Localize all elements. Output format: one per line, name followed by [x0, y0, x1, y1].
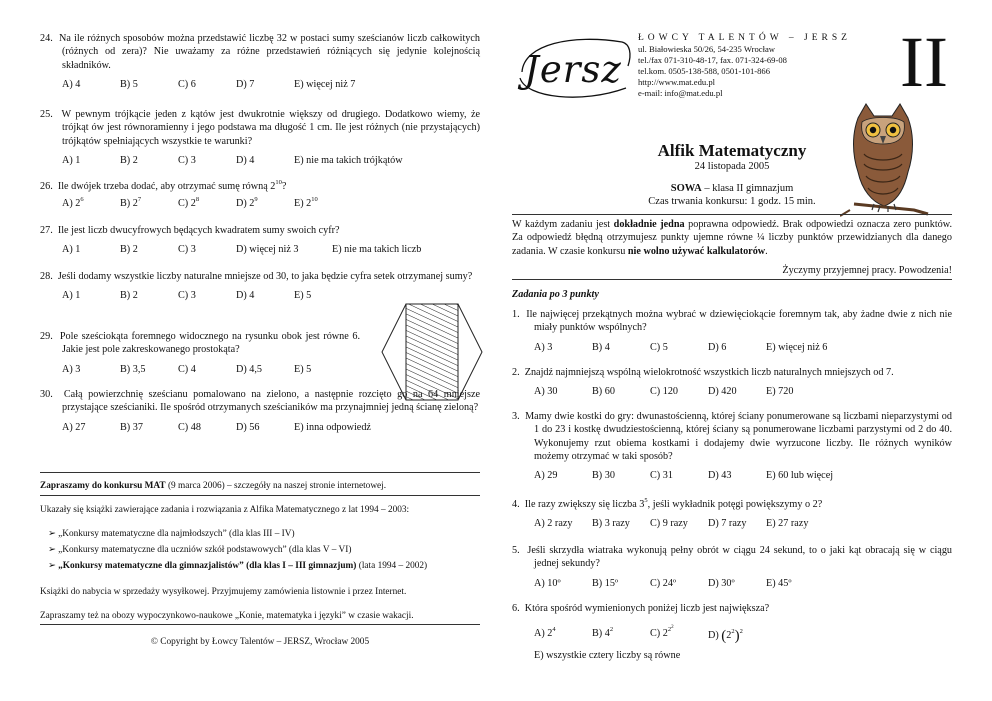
question-29: [40, 330, 360, 376]
option-a: A) 10º: [534, 577, 561, 589]
option-a: A) 4: [62, 78, 81, 90]
option-c: C) 5: [650, 341, 668, 353]
option-b: B) 4: [592, 341, 610, 353]
rules-top-rule: [512, 214, 952, 215]
contest-duration: Czas trwania konkursu: 1 godz. 15 min.: [648, 196, 816, 207]
footer-bottom-rule: [40, 624, 480, 625]
option-c: C) 120: [650, 386, 679, 398]
option-b: B) $2^7$: [120, 196, 142, 210]
option-b: B) 2: [120, 244, 138, 256]
question-1-options: [512, 341, 952, 354]
question-4: [512, 498, 952, 531]
question-3-options: [512, 469, 952, 482]
section-heading: Zadania po 3 punkty: [512, 289, 599, 300]
option-d: D) 7 razy: [708, 518, 747, 530]
option-d: D) 30º: [708, 577, 735, 589]
option-d: D) 4: [236, 154, 255, 166]
option-a: A) 1: [62, 244, 81, 256]
option-e: E) inna odpowiedź: [294, 421, 371, 433]
option-e: E) 5: [294, 290, 312, 302]
option-b: B) 60: [592, 386, 615, 398]
question-27-text: 27. Ile jest liczb dwucyfrowych będących kwadratem sumy swoich cyfr?: [40, 225, 340, 236]
footer-divider-1: [40, 495, 480, 496]
question-4-text: 4. Ile razy zwiększy się liczba $3^5$, jeśli wykładnik potęgi powiększymy o 2?: [512, 497, 823, 510]
contest-title: Alfik Matematyczny: [657, 141, 807, 160]
option-e: E) 27 razy: [766, 518, 809, 530]
option-b: B) 37: [120, 421, 143, 433]
option-b: B) 3 razy: [592, 518, 630, 530]
option-c: C) 6: [178, 78, 196, 90]
question-2-text: 2. Znajdź najmniejszą wspólną wielokrotność wszystkich liczb naturalnych mniejszych od 7.: [512, 367, 894, 378]
arrow-bullet-icon: ➢: [48, 529, 59, 539]
question-25-options: [40, 154, 480, 167]
question-5: [512, 544, 952, 590]
option-e: E) 5: [294, 363, 312, 375]
question-1: [512, 308, 952, 354]
question-2-options: [512, 385, 952, 398]
option-b: B) 5: [120, 78, 138, 90]
question-6-options: [512, 627, 952, 647]
question-6: [512, 602, 952, 662]
question-25-text: 25. W pewnym trójkącie jeden z kątów jest dwukrotnie większy od drugiego. Dodatkowo wiemy, że trójkąt ów jest równoramienny i jego podstawa ma długość 1 cm. Ile jest różnych (nie przystających) trójkątów spełniających wszystkie te warunki?: [40, 109, 480, 147]
option-a: A) 30: [534, 386, 558, 398]
option-d: D) 4,5: [236, 363, 263, 375]
option-e: E) więcej niż 6: [766, 341, 828, 353]
question-25: [40, 108, 480, 167]
question-24-options: [40, 78, 480, 91]
option-e: E) nie ma takich trójkątów: [294, 154, 403, 166]
question-30-text: 30. Całą powierzchnię sześcianu pomalowano na zielono, a następnie rozcięto go na 64 mniejsze przystające sześcianiki. Ile spośród otrzymanych sześcianików ma przynajmniej jedną ścianę zieloną?: [40, 389, 480, 414]
option-c: C) 9 razy: [650, 518, 688, 530]
mat-invitation: Zapraszamy do konkursu MAT (9 marca 2006) – szczegóły na naszej stronie internetowej.: [40, 481, 387, 491]
question-2: [512, 366, 952, 399]
book-item-2: ➢ „Konkursy matematyczne dla uczniów szkół podstawowych” (dla klas V – VI): [48, 545, 352, 555]
option-e: E) 45º: [766, 577, 792, 589]
option-d: D) 7: [236, 78, 255, 90]
option-d: D) 43: [708, 470, 732, 481]
option-d: D) $2^9$: [236, 196, 258, 210]
question-4-options: [512, 517, 952, 530]
question-24: [40, 32, 480, 91]
option-b: B) 15º: [592, 577, 619, 589]
option-e: E) więcej niż 7: [294, 78, 356, 90]
option-a: A) 1: [62, 154, 81, 166]
camps-info: Zapraszamy też na obozy wypoczynkowo-naukowe „Konie, matematyka i języki” w czasie wakacji.: [40, 611, 414, 621]
question-26-text: 26. Ile dwójek trzeba dodać, aby otrzymać sumę równą $2^{10}$?: [40, 179, 287, 192]
option-d: D) 420: [708, 386, 737, 398]
question-26: [40, 180, 480, 211]
question-30-options: [40, 421, 480, 434]
option-c: C) 3: [178, 244, 196, 256]
option-a: A) 3: [62, 363, 81, 375]
question-26-options: [40, 197, 480, 210]
question-5-options: [512, 577, 952, 590]
option-a: A) $2^4$: [534, 626, 556, 640]
option-e: E) wszystkie cztery liczby są równe: [534, 649, 681, 661]
option-d: D) $(2^2)^2$: [708, 628, 743, 645]
question-28-text: 28. Jeśli dodamy wszystkie liczby naturalne mniejsze od 30, to jaka będzie cyfra setek otrzymanej sumy?: [40, 271, 473, 282]
contest-date: 24 listopada 2005: [694, 161, 770, 172]
option-a: A) 1: [62, 290, 81, 302]
option-b: B) 2: [120, 154, 138, 166]
contest-category: SOWA – klasa II gimnazjum: [670, 183, 794, 194]
book-item-1: ➢ „Konkursy matematyczne dla najmłodszych” (dla klas III – IV): [48, 529, 295, 539]
option-b: B) 2: [120, 290, 138, 302]
option-b: B) $4^2$: [592, 626, 614, 640]
arrow-bullet-icon: ➢: [48, 561, 59, 571]
question-29-text: 29. Pole sześciokąta foremnego widocznego na rysunku obok jest równe 6. Jakie jest pole zakreskowanego prostokąta?: [40, 331, 360, 356]
option-b: B) 30: [592, 470, 615, 481]
option-b: B) 3,5: [120, 363, 146, 375]
question-27: [40, 224, 480, 257]
org-name: ŁOWCY TALENTÓW – JERSZ: [638, 33, 851, 43]
question-29-options: [40, 363, 360, 376]
option-c: C) 4: [178, 363, 196, 375]
footer-top-rule: [40, 472, 480, 473]
option-a: A) 3: [534, 341, 553, 353]
option-a: A) $2^6$: [62, 196, 84, 210]
option-e: E) $2^{10}$: [294, 196, 318, 210]
copyright: © Copyright by Łowcy Talentów – JERSZ, Wrocław 2005: [150, 637, 370, 647]
option-c: C) $2^8$: [178, 196, 200, 210]
question-27-options: [40, 243, 480, 256]
books-intro: Ukazały się książki zawierające zadania i rozwiązania z Alfika Matematycznego z lat 1994 – 2003:: [40, 505, 410, 515]
option-d: D) 56: [236, 421, 260, 433]
question-1-text: 1. Ile najwięcej przekątnych można wybrać w dziewięciokącie foremnym tak, aby żadne dwie z nich nie miały punktów wspólnych?: [512, 309, 952, 334]
logo-text: Jersz: [524, 48, 622, 91]
question-28-options: [40, 289, 480, 302]
option-d: D) 4: [236, 290, 255, 302]
option-a: A) 2 razy: [534, 518, 573, 530]
sales-info: Książki do nabycia w sprzedaży wysyłkowej. Przyjmujemy zamówienia listownie i przez Internet.: [40, 587, 407, 597]
option-c: C) 3: [178, 154, 196, 166]
org-contact: ul. Białowieska 50/26, 54-235 Wrocław tel./fax 071-310-48-17, fax. 071-324-69-08 tel.kom. 0505-138-588, 0501-101-866 http://www.mat.edu.pl e-mail: info@mat.edu.pl: [638, 44, 787, 98]
question-30: [40, 388, 480, 434]
option-d: D) więcej niż 3: [236, 244, 299, 256]
question-6-text: 6. Która spośród wymienionych poniżej liczb jest największa?: [512, 603, 770, 614]
option-e: E) 60 lub więcej: [766, 470, 834, 481]
question-24-text: 24. Na ile różnych sposobów można przedstawić liczbę 32 w postaci sumy sześcianów liczb całkowitych (różnych od zera)? Nie uważamy za różne przedstawień różniących się jedynie kolejnością składników.: [40, 33, 480, 71]
question-28: [40, 270, 480, 303]
question-3-text: 3. Mamy dwie kostki do gry: dwunastościenną, której ściany ponumerowane są liczbami nieparzystymi od 1 do 23 i kostkę dwudziestościenną, której ściany są ponumerowane liczbami parzystymi od 2 do 40. Wykonujemy rzut obiema kostkami i dodajemy dwie wyrzucone liczby. Ile różnych wyników możemy otrzymać w taki sposób?: [512, 411, 952, 462]
option-c: C) 3: [178, 290, 196, 302]
option-a: A) 29: [534, 470, 558, 481]
option-c: C) 24º: [650, 577, 677, 589]
option-d: D) 6: [708, 341, 727, 353]
option-a: A) 27: [62, 421, 86, 433]
option-c: C) 48: [178, 421, 201, 433]
rules-text: W każdym zadaniu jest dokładnie jedna poprawna odpowiedź. Brak odpowiedzi oznacza zero punktów. Za odpowiedź błędną otrzymujesz punkty ujemne równe ¼ liczby punktów przewidzianych dla danego zadania. W czasie konkursu nie wolno używać kalkulatorów.: [512, 219, 952, 257]
rules-wish: Życzymy przyjemnej pracy. Powodzenia!: [782, 265, 952, 276]
question-5-text: 5. Jeśli skrzydła wiatraka wykonują pełny obrót w ciągu 24 sekund, to o jaki kąt obracają się w ciągu jednej sekundy?: [512, 545, 953, 570]
level-numeral: II: [900, 22, 948, 102]
option-c: C) 31: [650, 470, 673, 481]
question-3: [512, 410, 952, 482]
rules-bottom-rule: [512, 279, 952, 280]
arrow-bullet-icon: ➢: [48, 545, 59, 555]
option-e: E) nie ma takich liczb: [332, 244, 422, 256]
book-item-3: ➢ „Konkursy matematyczne dla gimnazjalistów” (dla klas I – III gimnazjum) (lata 1994 – 2002): [48, 561, 428, 571]
option-c: C) $2^{2^2}$: [650, 625, 674, 640]
option-e: E) 720: [766, 386, 794, 398]
